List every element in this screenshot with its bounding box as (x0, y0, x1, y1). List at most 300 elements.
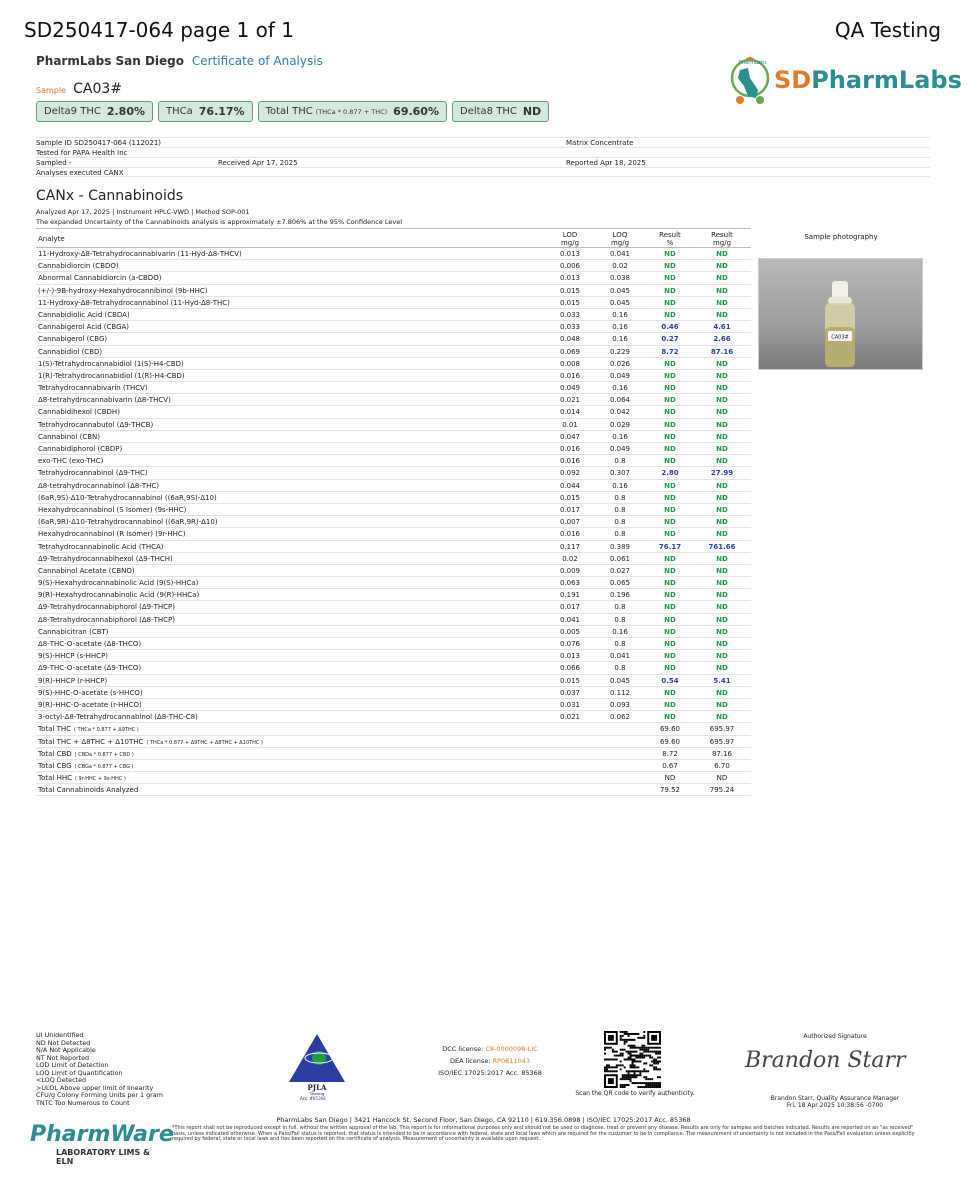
header-lod: LOD mg/g (560, 231, 580, 247)
badge-value: ND (522, 105, 542, 118)
california-seal-icon (726, 56, 774, 112)
result-pct-cell: ND (664, 457, 676, 466)
loq-cell: 0.038 (609, 274, 631, 283)
total-label: Total Cannabinoids Analyzed (38, 786, 139, 795)
table-row (36, 711, 751, 723)
loq-cell: 0.16 (612, 627, 628, 636)
received: Received Apr 17, 2025 (218, 159, 298, 167)
analyses-executed: Analyses executed CANX (36, 169, 124, 177)
table-header (36, 228, 751, 248)
analyte-cell: Δ9-Tetrahydrocannabiphorol (Δ9-THCP) (38, 603, 176, 612)
dea-license: RP0611043 (492, 1057, 530, 1065)
analyte-cell: (6aR,9R)-Δ10-Tetrahydrocannabinol ((6aR,9R)-Δ10) (38, 518, 218, 527)
result-pct-cell: ND (664, 640, 676, 648)
header-analyte: Analyte (38, 235, 65, 243)
lod-cell: 0.191 (559, 591, 581, 600)
analyte-cell: 9(S)-HHCP (s-HHCP) (38, 652, 109, 661)
pharmware-logo (30, 1122, 174, 1166)
result-pct-cell: ND (664, 432, 676, 441)
legend-item: ND Not Detected (36, 1038, 91, 1047)
result-pct-cell: ND (664, 298, 676, 307)
result-mg-cell: ND (716, 371, 728, 380)
total-formula: ( CBDa * 0.877 + CBD ) (74, 751, 134, 758)
result-mg-cell: ND (716, 566, 728, 575)
analyte-cell: Cannabigerol Acid (CBGA) (38, 323, 130, 332)
sample-label: Sample (36, 86, 66, 95)
result-pct-cell: 8.72 (661, 347, 679, 356)
lod-cell: 0.008 (559, 359, 581, 368)
result-mg-cell: ND (716, 700, 728, 709)
result-mg-cell: ND (716, 286, 728, 295)
table-row (36, 528, 751, 540)
loq-cell: 0.042 (609, 408, 631, 417)
loq-cell: 0.8 (614, 603, 626, 612)
loq-cell: 0.029 (609, 420, 631, 429)
lod-cell: 0.017 (559, 603, 581, 612)
table-row (36, 370, 751, 382)
total-mg: ND (716, 774, 728, 783)
analyte-cell: Tetrahydrocannabutol (Δ9-THCB) (38, 420, 154, 429)
result-mg-cell: ND (716, 396, 728, 405)
total-formula: ( CBGa * 0.877 + CBG ) (74, 763, 134, 770)
header-result-mg: Result mg/g (711, 231, 733, 247)
table-row (36, 699, 751, 711)
sample-photo (758, 258, 923, 370)
table-row (36, 455, 751, 467)
lod-cell: 0.013 (559, 250, 581, 258)
lod-cell: 0.005 (559, 627, 581, 636)
result-mg-cell: ND (716, 554, 728, 563)
matrix: Matrix Concentrate (566, 139, 634, 147)
result-pct-cell: ND (664, 615, 676, 624)
lod-cell: 0.117 (559, 542, 581, 551)
legend-item: >ULOL Above upper limit of linearity (36, 1083, 154, 1092)
result-pct-cell: ND (664, 396, 676, 405)
lod-cell: 0.016 (559, 530, 581, 539)
analyte-cell: 9(R)-HHCP (r-HHCP) (38, 676, 108, 685)
table-row (36, 248, 751, 260)
loq-cell: 0.112 (609, 688, 631, 697)
table-row (36, 394, 751, 406)
info-row (36, 157, 930, 167)
loq-cell: 0.8 (614, 518, 626, 527)
loq-cell: 0.8 (614, 493, 626, 502)
lod-cell: 0.033 (559, 310, 581, 319)
brand-sd: SD (774, 66, 812, 94)
dcc-license: C8-0000098-LIC (485, 1045, 538, 1053)
total-formula: ( 9r-HHC + 9s-HHC ) (75, 776, 126, 783)
result-pct-cell: ND (664, 250, 676, 258)
total-row (36, 723, 751, 735)
analyte-cell: Cannabidiolic Acid (CBDA) (38, 310, 130, 319)
loq-cell: 0.045 (609, 286, 631, 295)
lod-cell: 0.016 (559, 371, 581, 380)
analyte-cell: Tetrahydrocannabinol (Δ9-THC) (38, 469, 148, 478)
analyte-cell: Cannabidiphorol (CBDP) (38, 445, 123, 453)
result-mg-cell: ND (716, 615, 728, 624)
analyte-cell: Δ9-Tetrahydrocannabihexol (Δ9-THCH) (38, 554, 173, 563)
total-pct: 79.52 (659, 786, 681, 795)
result-mg-cell: ND (716, 298, 728, 307)
result-mg-cell: ND (716, 408, 728, 417)
loq-cell: 0.16 (612, 384, 628, 393)
total-mg: 695.97 (709, 737, 735, 746)
result-pct-cell: ND (664, 713, 676, 722)
analyte-cell: 9(S)-Hexahydrocannabinolic Acid (9(S)-HHCa) (38, 579, 199, 588)
analyte-cell: Cannabinol Acetate (CBNO) (38, 566, 135, 575)
result-mg-cell: ND (716, 274, 728, 283)
result-pct-cell: ND (664, 445, 676, 453)
result-mg-cell: 4.61 (713, 323, 731, 332)
analyte-cell: Cannabinol (CBN) (38, 432, 101, 441)
result-mg-cell: ND (716, 445, 728, 453)
authorized-signature-heading: Authorized Signature (803, 1033, 867, 1040)
lod-cell: 0.021 (559, 713, 581, 722)
sample-info-table (36, 137, 930, 177)
table-row (36, 638, 751, 650)
table-row (36, 516, 751, 528)
result-pct-cell: ND (664, 505, 676, 514)
badge-total-thc (258, 101, 447, 122)
total-row (36, 772, 751, 784)
total-pct: 0.67 (662, 761, 678, 770)
table-row (36, 601, 751, 613)
result-pct-cell: ND (664, 286, 676, 295)
header-result-pct: Result % (659, 231, 681, 247)
result-mg-cell: ND (716, 530, 728, 539)
result-pct-cell: ND (664, 591, 676, 600)
brand-text (774, 66, 962, 94)
total-label: Total THC ( THCa * 0.877 + Δ9THC ) (38, 725, 139, 734)
table-row (36, 346, 751, 358)
brand-pharmlabs: PharmLabs (811, 66, 962, 94)
result-mg-cell: ND (716, 457, 728, 466)
lod-cell: 0.02 (562, 554, 578, 563)
badge-label: THCa (166, 106, 193, 117)
table-row (36, 480, 751, 492)
table-row (36, 419, 751, 431)
result-pct-cell: 0.54 (661, 676, 679, 685)
info-row (36, 137, 930, 147)
analyte-cell: 9(R)-HHC-O-acetate (r-HHCO) (38, 700, 142, 709)
result-pct-cell: ND (664, 359, 676, 368)
doc-type: Certificate of Analysis (191, 54, 323, 68)
qr-code-icon[interactable] (604, 1031, 661, 1088)
pjla-name: PJLA (307, 1083, 327, 1092)
lod-cell: 0.063 (559, 579, 581, 588)
summary-badges (36, 101, 549, 122)
analysis-meta: Analyzed Apr 17, 2025 | Instrument HPLC-VWD | Method SOP-001 (36, 208, 250, 216)
footer-address: PharmLabs San Diego | 3421 Hancock St, Second Floor, San Diego, CA 92110 | 619.356.0898 | ISO/IEC 17025:2017 Acc. 85368 (276, 1116, 691, 1124)
analyte-cell: Hexahydrocannabinol (R Isomer) (9r-HHC) (38, 530, 186, 539)
loq-cell: 0.045 (609, 298, 631, 307)
legend-item: NT Not Reported (36, 1053, 90, 1062)
lod-cell: 0.017 (559, 505, 581, 514)
table-row (36, 431, 751, 443)
bottle-label: CA03# (831, 334, 849, 341)
result-pct-cell: ND (664, 262, 676, 271)
lod-cell: 0.031 (559, 700, 581, 709)
lod-cell: 0.013 (559, 274, 581, 283)
reported: Reported Apr 18, 2025 (566, 159, 646, 167)
result-pct-cell: 76.17 (658, 542, 682, 551)
result-mg-cell: ND (716, 627, 728, 636)
table-row (36, 272, 751, 284)
loq-cell: 0.16 (612, 481, 628, 490)
loq-cell: 0.027 (609, 566, 631, 575)
table-row (36, 260, 751, 272)
badge-delta8-thc (452, 101, 549, 122)
pjla-acc: Acc. # (300, 1096, 313, 1101)
lod-cell: 0.047 (559, 432, 581, 441)
total-label: Total HHC ( 9r-HHC + 9s-HHC ) (38, 774, 126, 783)
total-mg: 87.16 (711, 749, 733, 758)
lab-name: PharmLabs San Diego (36, 54, 185, 68)
result-pct-cell: ND (664, 274, 676, 283)
loq-cell: 0.045 (609, 676, 631, 685)
loq-cell: 0.229 (609, 347, 631, 356)
document-id: SD250417-064 page 1 of 1 (24, 18, 294, 42)
dcc-label: DCC license: (442, 1045, 484, 1053)
sample-photography-header: Sample photography (804, 233, 878, 241)
analyte-cell: 1(R)-Tetrahydrocannabidiol (1(R)-H4-CBD) (38, 371, 185, 380)
lod-cell: 0.015 (559, 676, 581, 685)
loq-cell: 0.8 (614, 530, 626, 539)
total-label: Total CBG ( CBGa * 0.877 + CBG ) (38, 761, 134, 770)
loq-cell: 0.049 (609, 371, 631, 380)
result-mg-cell: ND (716, 664, 728, 673)
pjla-logo (287, 1032, 347, 1102)
result-mg-cell: ND (716, 518, 728, 527)
badge-value: 76.17% (198, 105, 245, 118)
lod-cell: 0.015 (559, 286, 581, 295)
analyte-cell: Hexahydrocannabinol (S Isomer) (9s-HHC) (38, 505, 187, 514)
analyte-cell: 1(S)-Tetrahydrocannabidiol (1(S)-H4-CBD) (38, 359, 184, 368)
table-row (36, 589, 751, 601)
total-mg: 695.97 (709, 725, 735, 734)
lod-cell: 0.033 (559, 323, 581, 332)
result-mg-cell: ND (716, 262, 728, 271)
result-pct-cell: ND (664, 518, 676, 527)
total-pct: 69.60 (659, 737, 681, 746)
lab-line (36, 54, 323, 68)
pjla-acc-num: 85368 (313, 1096, 326, 1101)
abbreviation-legend (36, 1032, 163, 1107)
total-label: Total CBD ( CBDa * 0.877 + CBD ) (38, 749, 134, 758)
result-pct-cell: ND (664, 664, 676, 673)
sample-value: CA03# (73, 81, 122, 97)
info-row (36, 167, 930, 177)
total-pct: ND (664, 774, 676, 783)
sample-line (36, 78, 122, 97)
results-table (36, 228, 751, 796)
table-totals (36, 723, 751, 796)
signature-image: Brandon Starr (745, 1048, 906, 1073)
table-row (36, 614, 751, 626)
table-row (36, 626, 751, 638)
info-row (36, 147, 930, 157)
lod-cell: 0.048 (559, 335, 581, 344)
analyte-cell: Cannabidihexol (CBDH) (38, 408, 120, 417)
badge-label: Delta8 THC (460, 106, 517, 117)
result-pct-cell: ND (664, 408, 676, 417)
dea-label: DEA license: (450, 1057, 491, 1065)
lod-cell: 0.021 (559, 396, 581, 405)
lod-cell: 0.092 (559, 469, 581, 478)
result-mg-cell: ND (716, 310, 728, 319)
sample-id: Sample ID SD250417-064 (112021) (36, 139, 162, 147)
loq-cell: 0.389 (609, 542, 631, 551)
result-mg-cell: ND (716, 652, 728, 661)
table-row (36, 285, 751, 297)
legend-item: <LOQ Detected (36, 1076, 87, 1084)
iso-accreditation: ISO/IEC 17025:2017 Acc. 85368 (438, 1069, 542, 1077)
loq-cell: 0.064 (609, 396, 631, 405)
table-row (36, 443, 751, 455)
result-mg-cell: ND (716, 603, 728, 612)
seal-text: PharmLabs (739, 60, 767, 66)
badge-thca (158, 101, 253, 122)
tested-for: Tested for PAPA Health Inc (36, 149, 128, 157)
signed-date: Fri, 18 Apr 2025 10:38:56 -0700 (786, 1102, 884, 1109)
pjla-sub: Testing (309, 1091, 325, 1096)
table-row (36, 297, 751, 309)
loq-cell: 0.16 (612, 310, 628, 319)
analyte-cell: 9(R)-Hexahydrocannabinolic Acid (9(R)-HHCa) (38, 591, 200, 600)
analyte-cell: Tetrahydrocannabivarin (THCV) (38, 384, 148, 393)
qa-testing-label: QA Testing (834, 18, 941, 42)
lod-cell: 0.015 (559, 298, 581, 307)
table-row (36, 675, 751, 687)
loq-cell: 0.16 (612, 323, 628, 332)
result-pct-cell: 0.46 (661, 323, 679, 332)
lod-cell: 0.007 (559, 518, 581, 527)
loq-cell: 0.8 (614, 640, 626, 648)
result-pct-cell: ND (664, 652, 676, 661)
result-mg-cell: ND (716, 640, 728, 648)
result-mg-cell: ND (716, 591, 728, 600)
page-header (24, 18, 941, 48)
badge-value: 2.80% (106, 105, 146, 118)
loq-cell: 0.049 (609, 445, 631, 453)
legend-item: TNTC Too Numerous to Count (36, 1098, 130, 1107)
result-mg-cell: 87.16 (710, 347, 734, 356)
table-row (36, 553, 751, 565)
result-mg-cell: 5.41 (713, 676, 731, 685)
result-mg-cell: ND (716, 493, 728, 502)
loq-cell: 0.065 (609, 579, 631, 588)
analyte-cell: Δ8-Tetrahydrocannabiphorol (Δ8-THCP) (38, 615, 176, 624)
table-row (36, 492, 751, 504)
loq-cell: 0.02 (612, 262, 628, 271)
loq-cell: 0.307 (609, 469, 631, 478)
lod-cell: 0.037 (559, 688, 581, 697)
loq-cell: 0.062 (609, 713, 631, 722)
result-mg-cell: 761.66 (708, 542, 736, 551)
total-pct: 69.60 (659, 725, 681, 734)
lod-cell: 0.016 (559, 445, 581, 453)
result-pct-cell: 0.27 (661, 335, 679, 344)
pharmware-sub: LABORATORY LIMS & ELN (56, 1148, 151, 1166)
analyte-cell: Abnormal Cannabidiorcin (a-CBDO) (38, 274, 162, 283)
result-mg-cell: ND (716, 713, 728, 722)
result-pct-cell: ND (664, 481, 676, 490)
result-pct-cell: ND (664, 688, 676, 697)
table-row (36, 382, 751, 394)
table-row (36, 541, 751, 553)
result-mg-cell: ND (716, 688, 728, 697)
signer-name: Brandon Starr, Quality Assurance Manager (770, 1095, 900, 1102)
table-row (36, 333, 751, 345)
table-body (36, 248, 751, 723)
table-row (36, 504, 751, 516)
analyte-cell: Cannabidiol (CBD) (38, 347, 103, 356)
result-mg-cell: ND (716, 359, 728, 368)
table-row (36, 650, 751, 662)
result-mg-cell: ND (716, 420, 728, 429)
result-mg-cell: 27.99 (710, 469, 734, 478)
sample-bottle-icon (822, 281, 858, 369)
loq-cell: 0.041 (609, 250, 631, 258)
lod-cell: 0.041 (559, 615, 581, 624)
loq-cell: 0.8 (614, 615, 626, 624)
result-pct-cell: ND (664, 420, 676, 429)
result-pct-cell: ND (664, 700, 676, 709)
result-mg-cell: ND (716, 481, 728, 490)
section-title: CANx - Cannabinoids (36, 188, 184, 204)
table-row (36, 467, 751, 479)
loq-cell: 0.026 (609, 359, 631, 368)
analyte-cell: 11-Hydroxy-Δ8-Tetrahydrocannabivarin (11-Hyd-Δ8-THCV) (38, 250, 242, 258)
licenses (420, 1043, 560, 1079)
qr-caption: Scan the QR code to verify authenticity. (575, 1090, 695, 1097)
loq-cell: 0.8 (614, 664, 626, 673)
analyte-cell: Tetrahydrocannabinolic Acid (THCA) (38, 542, 164, 551)
analyte-cell: Δ8-THC-O-acetate (Δ8-THCO) (38, 640, 142, 648)
lod-cell: 0.015 (559, 493, 581, 502)
lod-cell: 0.069 (559, 347, 581, 356)
analyte-cell: Cannabigerol (CBG) (38, 335, 108, 344)
analyte-cell: Δ8-tetrahydrocannabivarin (Δ8-THCV) (38, 396, 171, 405)
analyte-cell: (+/-)-9B-hydroxy-Hexahydrocannibinol (9b-HHC) (38, 286, 208, 295)
table-row (36, 687, 751, 699)
analyte-cell: 9(S)-HHC-O-acetate (s-HHCO) (38, 688, 143, 697)
total-mg: 6.70 (714, 761, 730, 770)
loq-cell: 0.8 (614, 457, 626, 466)
table-row (36, 321, 751, 333)
total-formula: ( THCa * 0.877 + Δ9THC ) (74, 727, 139, 734)
signer-info (760, 1095, 910, 1109)
result-mg-cell: ND (716, 250, 728, 258)
result-mg-cell: ND (716, 432, 728, 441)
loq-cell: 0.16 (612, 335, 628, 344)
result-pct-cell: ND (664, 579, 676, 588)
analyte-cell: Cannabicitran (CBT) (38, 627, 109, 636)
total-pct: 8.72 (662, 749, 678, 758)
result-pct-cell: ND (664, 310, 676, 319)
table-row (36, 406, 751, 418)
total-row (36, 760, 751, 772)
loq-cell: 0.16 (612, 432, 628, 441)
lod-cell: 0.013 (559, 652, 581, 661)
lod-cell: 0.016 (559, 457, 581, 466)
result-pct-cell: ND (664, 554, 676, 563)
total-label: Total THC + Δ8THC + Δ10THC ( THCa * 0.877 + Δ9THC + Δ8THC + Δ10THC ) (38, 737, 263, 746)
lod-cell: 0.076 (559, 640, 581, 648)
result-pct-cell: ND (664, 603, 676, 612)
lod-cell: 0.01 (562, 420, 578, 429)
loq-cell: 0.061 (609, 554, 631, 563)
